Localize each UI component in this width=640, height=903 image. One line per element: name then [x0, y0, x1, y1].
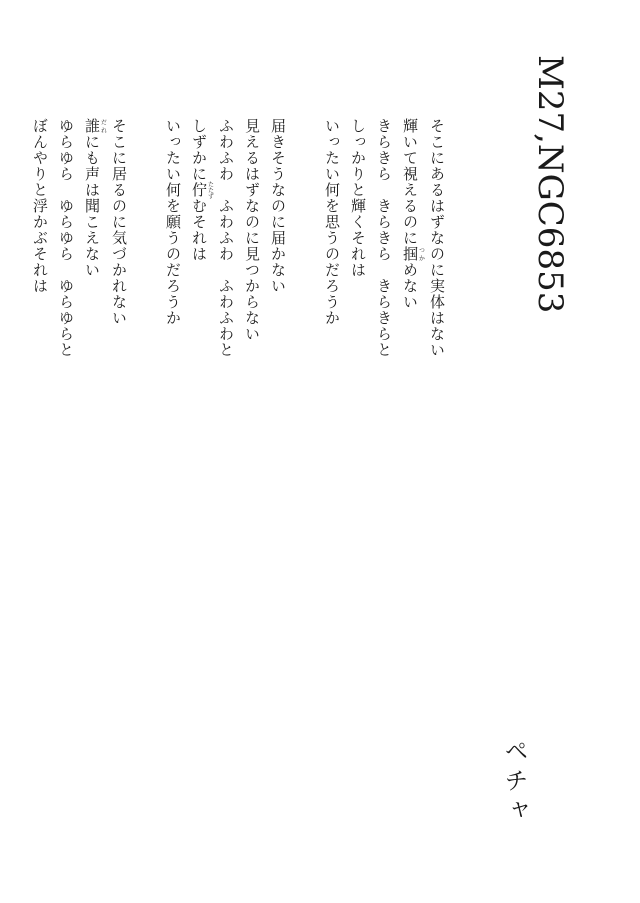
ruby-reading: つか: [417, 246, 425, 262]
poem-line: [186, 118, 213, 378]
poem-line: [397, 118, 424, 378]
poem-line: ゆらゆら ゆらゆら ゆらゆらと: [57, 118, 75, 358]
poem-body: [27, 118, 450, 378]
poem-line: ふわふわ ふわふわ ふわふわと: [217, 118, 235, 358]
author-name: ペチャ: [500, 738, 528, 828]
line-text: めない: [401, 262, 419, 310]
stanza-2: [160, 118, 291, 378]
poem-line: そこに居るのに気づかれない: [110, 118, 128, 326]
ruby-reading: だれ: [99, 118, 107, 134]
poem-line: そこにあるはずなのに実体はない: [428, 118, 446, 358]
poem-line: いったい何を思うのだろうか: [323, 118, 341, 326]
poem-line: 届きそうなのに届かない: [269, 118, 287, 294]
ruby-base: 佇: [190, 181, 208, 199]
poem-line: しっかりと輝くそれは: [349, 118, 367, 278]
poem-title: M27,NGC6853: [530, 55, 570, 314]
poem-line: きらきら きらきら きらきらと: [375, 118, 393, 358]
poem-line: [79, 118, 106, 378]
line-text: にも声は聞こえない: [83, 134, 101, 278]
line-text: むそれは: [190, 198, 208, 262]
stanza-1: [319, 118, 450, 378]
stanza-3: [27, 118, 132, 378]
ruby-reading: たたず: [206, 181, 214, 199]
line-text: しずかに: [190, 118, 208, 182]
poem-line: いったい何を願うのだろうか: [164, 118, 182, 326]
line-text: 輝いて視えるのに: [401, 118, 419, 246]
ruby-base: 掴: [401, 246, 419, 262]
ruby-annotation: [83, 118, 107, 134]
poem-line: ぼんやりと浮かぶそれは: [31, 118, 49, 294]
ruby-annotation: [190, 181, 214, 199]
ruby-base: 誰: [83, 118, 101, 134]
ruby-annotation: [401, 246, 425, 262]
poem-line: 見えるはずなのに見つからない: [243, 118, 261, 342]
